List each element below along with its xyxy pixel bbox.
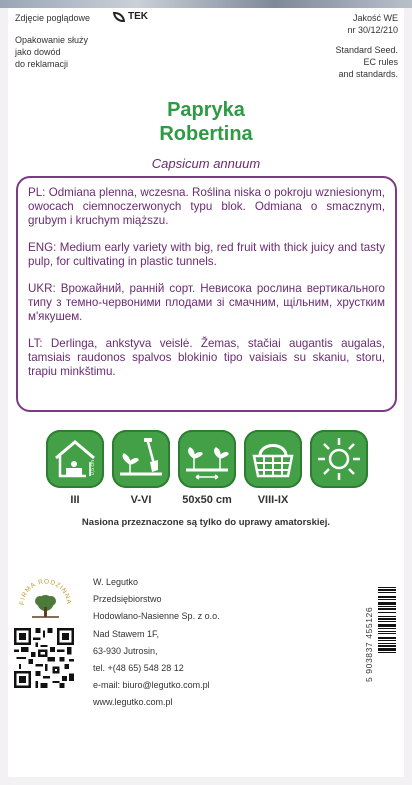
depth-label: 0,5 cm: [90, 459, 96, 475]
quality-line: Jakość WE: [352, 13, 398, 23]
sowing-month-label: III: [70, 494, 80, 506]
standard-note: [335, 44, 398, 80]
amateur-use-notice: Nasiona przeznaczone są tylko do uprawy amatorskiej.: [81, 517, 331, 528]
barcode-bar: [378, 608, 396, 610]
barcode-bar: [378, 596, 396, 598]
barcode-bar: [378, 628, 396, 629]
barcode-bar: [378, 645, 396, 647]
top-band: [0, 0, 412, 8]
barcode-bar: [378, 612, 396, 613]
latin-name: Capsicum annuum: [151, 156, 261, 171]
barcode-number: 5 903837 455126: [364, 606, 374, 682]
standard-line: EC rules: [363, 57, 398, 67]
badge-text: FIRMA RODZINNA: [18, 578, 73, 606]
tek-brand: TEK: [128, 11, 148, 22]
product-name-line2: Robertina: [159, 123, 253, 145]
harvest-month-label: VIII-IX: [257, 494, 289, 506]
leaf-icon: [113, 12, 125, 22]
cultivation-icons: [46, 430, 376, 488]
barcode: [366, 585, 396, 681]
email-link[interactable]: e-mail: biuro@legutko.com.pl: [93, 680, 210, 691]
note-line: do reklamacji: [15, 59, 69, 69]
family-firm-logo: [18, 575, 73, 620]
tek-logo: [113, 11, 148, 22]
website-link[interactable]: www.legutko.com.pl: [93, 697, 173, 708]
barcode-bar: [378, 652, 396, 653]
planting-icon: [112, 430, 170, 488]
barcode-bar: [378, 648, 396, 651]
barcode-bar: [378, 592, 396, 593]
harvest-basket-icon: [244, 430, 302, 488]
sowing-greenhouse-icon: [46, 430, 104, 488]
product-name-line1: Papryka: [167, 99, 245, 121]
description-eng: ENG: Medium early variety with big, red fruit with thick juicy and tasty pulp, for cultivating in plastic tunnels.: [28, 241, 385, 268]
barcode-bar: [378, 637, 396, 639]
company-address: [93, 574, 220, 712]
note-line: jako dowód: [15, 47, 61, 57]
quality-note: [347, 12, 398, 36]
barcode-bar: [378, 640, 396, 641]
address-line: Przedsiębiorstwo: [93, 594, 162, 605]
spacing-icon: [178, 430, 236, 488]
address-line: Hodowlano-Nasienne Sp. z o.o.: [93, 611, 220, 622]
barcode-bar: [378, 587, 396, 588]
phone-line: tel. +(48 65) 548 28 12: [93, 663, 184, 674]
sun-icon: [310, 430, 368, 488]
barcode-bar: [378, 618, 396, 620]
barcode-bar: [378, 621, 396, 622]
note-line: Opakowanie służy: [15, 35, 89, 45]
description-pl: PL: Odmiana plenna, wczesna. Roślina niska o pokroju wzniesionym, owocach ciemnoczerwonych typu blok. Odmiana o smacznym, grubym i kruchym miąższu.: [28, 186, 385, 227]
standard-line: Standard Seed.: [335, 45, 398, 55]
barcode-bar: [378, 599, 396, 600]
barcode-bar: [378, 624, 396, 627]
description-box: [16, 176, 397, 412]
barcode-bar: [378, 643, 396, 644]
standard-line: and standards.: [338, 69, 398, 79]
barcode-bar: [378, 633, 396, 634]
address-line: Nad Stawem 1F,: [93, 628, 160, 639]
qr-code: [14, 628, 74, 688]
planting-month-label: V-VI: [130, 494, 152, 506]
barcode-bar: [378, 602, 396, 605]
description-lt: LT: Derlinga, ankstyva veislė. Žemas, stačiai augantis augalas, tamsiais raudonos spalvos blokinio tipo vaisiais su skaniu, storu, trapiu minkštimu.: [28, 337, 385, 378]
description-ukr: UKR: Врожайний, ранній сорт. Невисока рослина вертикального типу з темно-червоними плодами зі смачним, щільним, хрустким м'якушем.: [28, 282, 385, 323]
spacing-label: 50x50 cm: [182, 494, 232, 506]
address-line: 63-930 Jutrosin,: [93, 645, 158, 656]
address-line: W. Legutko: [93, 577, 139, 587]
barcode-bar: [378, 589, 396, 591]
quality-line: nr 30/12/210: [347, 25, 398, 35]
sample-photo-label: Zdjęcie poglądowe: [15, 13, 91, 23]
barcode-bar: [378, 631, 396, 632]
barcode-bar: [378, 606, 396, 607]
complaint-note: [15, 34, 88, 70]
barcode-bar: [378, 616, 396, 617]
